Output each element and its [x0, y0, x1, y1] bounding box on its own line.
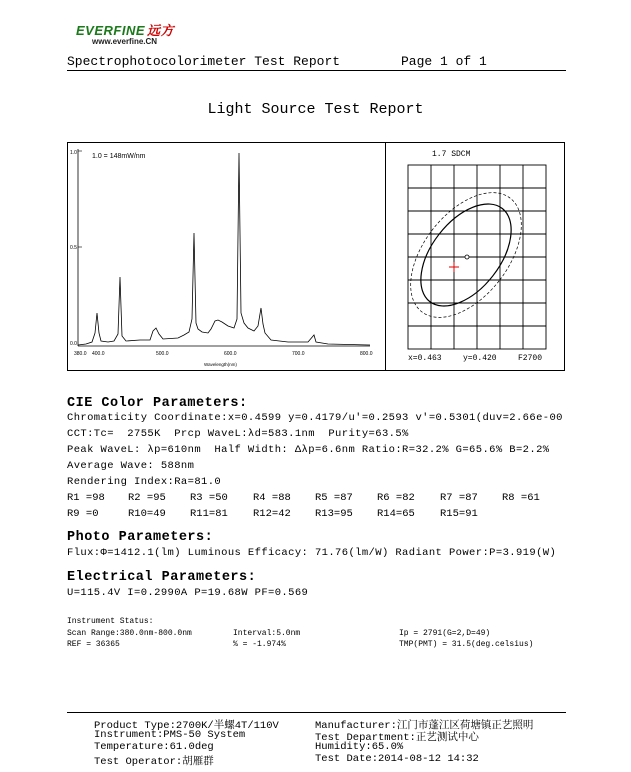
- instrument: Instrument:PMS-50 System: [94, 729, 246, 741]
- logo-cn: 远方: [147, 23, 175, 38]
- test-department: Test Department:正艺测试中心: [315, 732, 479, 744]
- logo-text: EVERFINE: [76, 23, 146, 38]
- interval: Interval:5.0nm: [233, 629, 301, 638]
- measured-point: [449, 262, 459, 272]
- target-point: [465, 255, 469, 259]
- x-tick-380: 380.0: [74, 351, 87, 357]
- r-value: R7 =87: [440, 492, 478, 504]
- electrical-line: U=115.4V I=0.2990A P=19.68W PF=0.569: [67, 587, 309, 599]
- ref-value: REF = 36365: [67, 640, 120, 649]
- scan-range: Scan Range:380.0nm-800.0nm: [67, 629, 192, 638]
- instrument-label: Instrument Status:: [67, 617, 154, 626]
- test-date: Test Date:2014-08-12 14:32: [315, 753, 479, 765]
- cct-line: CCT:Tc= 2755K Prcp WaveL:λd=583.1nm Purity=63.5%: [67, 428, 409, 440]
- cie-diagram: [386, 143, 564, 370]
- r-value: R2 =95: [128, 492, 166, 504]
- percent-value: % = -1.974%: [233, 640, 286, 649]
- average-wave-line: Average Wave: 588nm: [67, 460, 195, 472]
- r-value: R13=95: [315, 508, 353, 520]
- r-value: R1 =98: [67, 492, 105, 504]
- tmp-value: TMP(PMT) = 31.5(deg.celsius): [399, 640, 534, 649]
- test-operator: Test Operator:胡雁群: [94, 756, 214, 768]
- cie-title: 1.7 SDCM: [432, 150, 471, 159]
- y-tick-1: 1.0: [70, 150, 77, 156]
- y-tick-0: 0.0: [70, 341, 77, 347]
- chromaticity-line: Chromaticity Coordinate:x=0.4599 y=0.4179/u'=0.2593 v'=0.5301(duv=2.66e-00: [67, 412, 563, 424]
- page-label: Page 1 of 1: [401, 54, 487, 69]
- r-value: R9 =0: [67, 508, 99, 520]
- r-value: R10=49: [128, 508, 166, 520]
- r-value: R3 =50: [190, 492, 228, 504]
- r-value: R8 =61: [502, 492, 540, 504]
- x-tick-800: 800.0: [360, 351, 373, 357]
- manufacturer: Manufacturer:江门市蓬江区荷塘镇正艺照明: [315, 720, 534, 732]
- report-title: Spectrophotocolorimeter Test Report: [67, 54, 341, 69]
- ip-value: Ip = 2791(G=2,D=49): [399, 629, 491, 638]
- spectrum-curve: [78, 153, 370, 345]
- logo-url: www.everfine.CN: [92, 37, 158, 46]
- rendering-line: Rendering Index:Ra=81.0: [67, 476, 222, 488]
- x-tick-700: 700.0: [292, 351, 305, 357]
- cie-x-value: x=0.463: [408, 354, 442, 363]
- x-tick-400: 400.0: [92, 351, 105, 357]
- r-row-1: [0, 492, 631, 506]
- r-value: R14=65: [377, 508, 415, 520]
- cie-panel: [385, 142, 565, 371]
- temperature: Temperature:61.0deg: [94, 741, 214, 753]
- spectrum-scale-label: 1.0 = 148mW/nm: [92, 153, 146, 160]
- x-tick-600: 600.0: [224, 351, 237, 357]
- humidity: Humidity:65.0%: [315, 741, 404, 753]
- r-value: R4 =88: [253, 492, 291, 504]
- r-value: R12=42: [253, 508, 291, 520]
- footer-rule: [67, 712, 566, 713]
- header-rule: [67, 70, 566, 71]
- y-tick-05: 0.5: [70, 245, 77, 251]
- r-row-2: [0, 508, 631, 522]
- product-type: Product Type:2700K/半螺4T/110V: [94, 720, 279, 732]
- x-tick-500: 500.0: [156, 351, 169, 357]
- cie-grid: [408, 165, 546, 349]
- cie-y-value: y=0.420: [463, 354, 497, 363]
- r-value: R15=91: [440, 508, 478, 520]
- x-axis-label: Wavelength(nm): [204, 362, 237, 367]
- electrical-heading: Electrical Parameters:: [67, 570, 257, 585]
- cie-heading: CIE Color Parameters:: [67, 396, 248, 411]
- flux-line: Flux:Φ=1412.1(lm) Luminous Efficacy: 71.76(lm/W) Radiant Power:P=3.919(W): [67, 547, 557, 559]
- r-value: R11=81: [190, 508, 228, 520]
- spectrum-panel: [67, 142, 388, 371]
- document-title: Light Source Test Report: [207, 101, 424, 118]
- r-value: R5 =87: [315, 492, 353, 504]
- peak-line: Peak WaveL: λp=610nm Half Width: Δλp=6.6nm Ratio:R=32.2% G=65.6% B=2.2%: [67, 444, 550, 456]
- cie-code: F2700: [518, 354, 543, 363]
- spectrum-chart: [68, 143, 387, 370]
- photo-heading: Photo Parameters:: [67, 530, 214, 545]
- r-value: R6 =82: [377, 492, 415, 504]
